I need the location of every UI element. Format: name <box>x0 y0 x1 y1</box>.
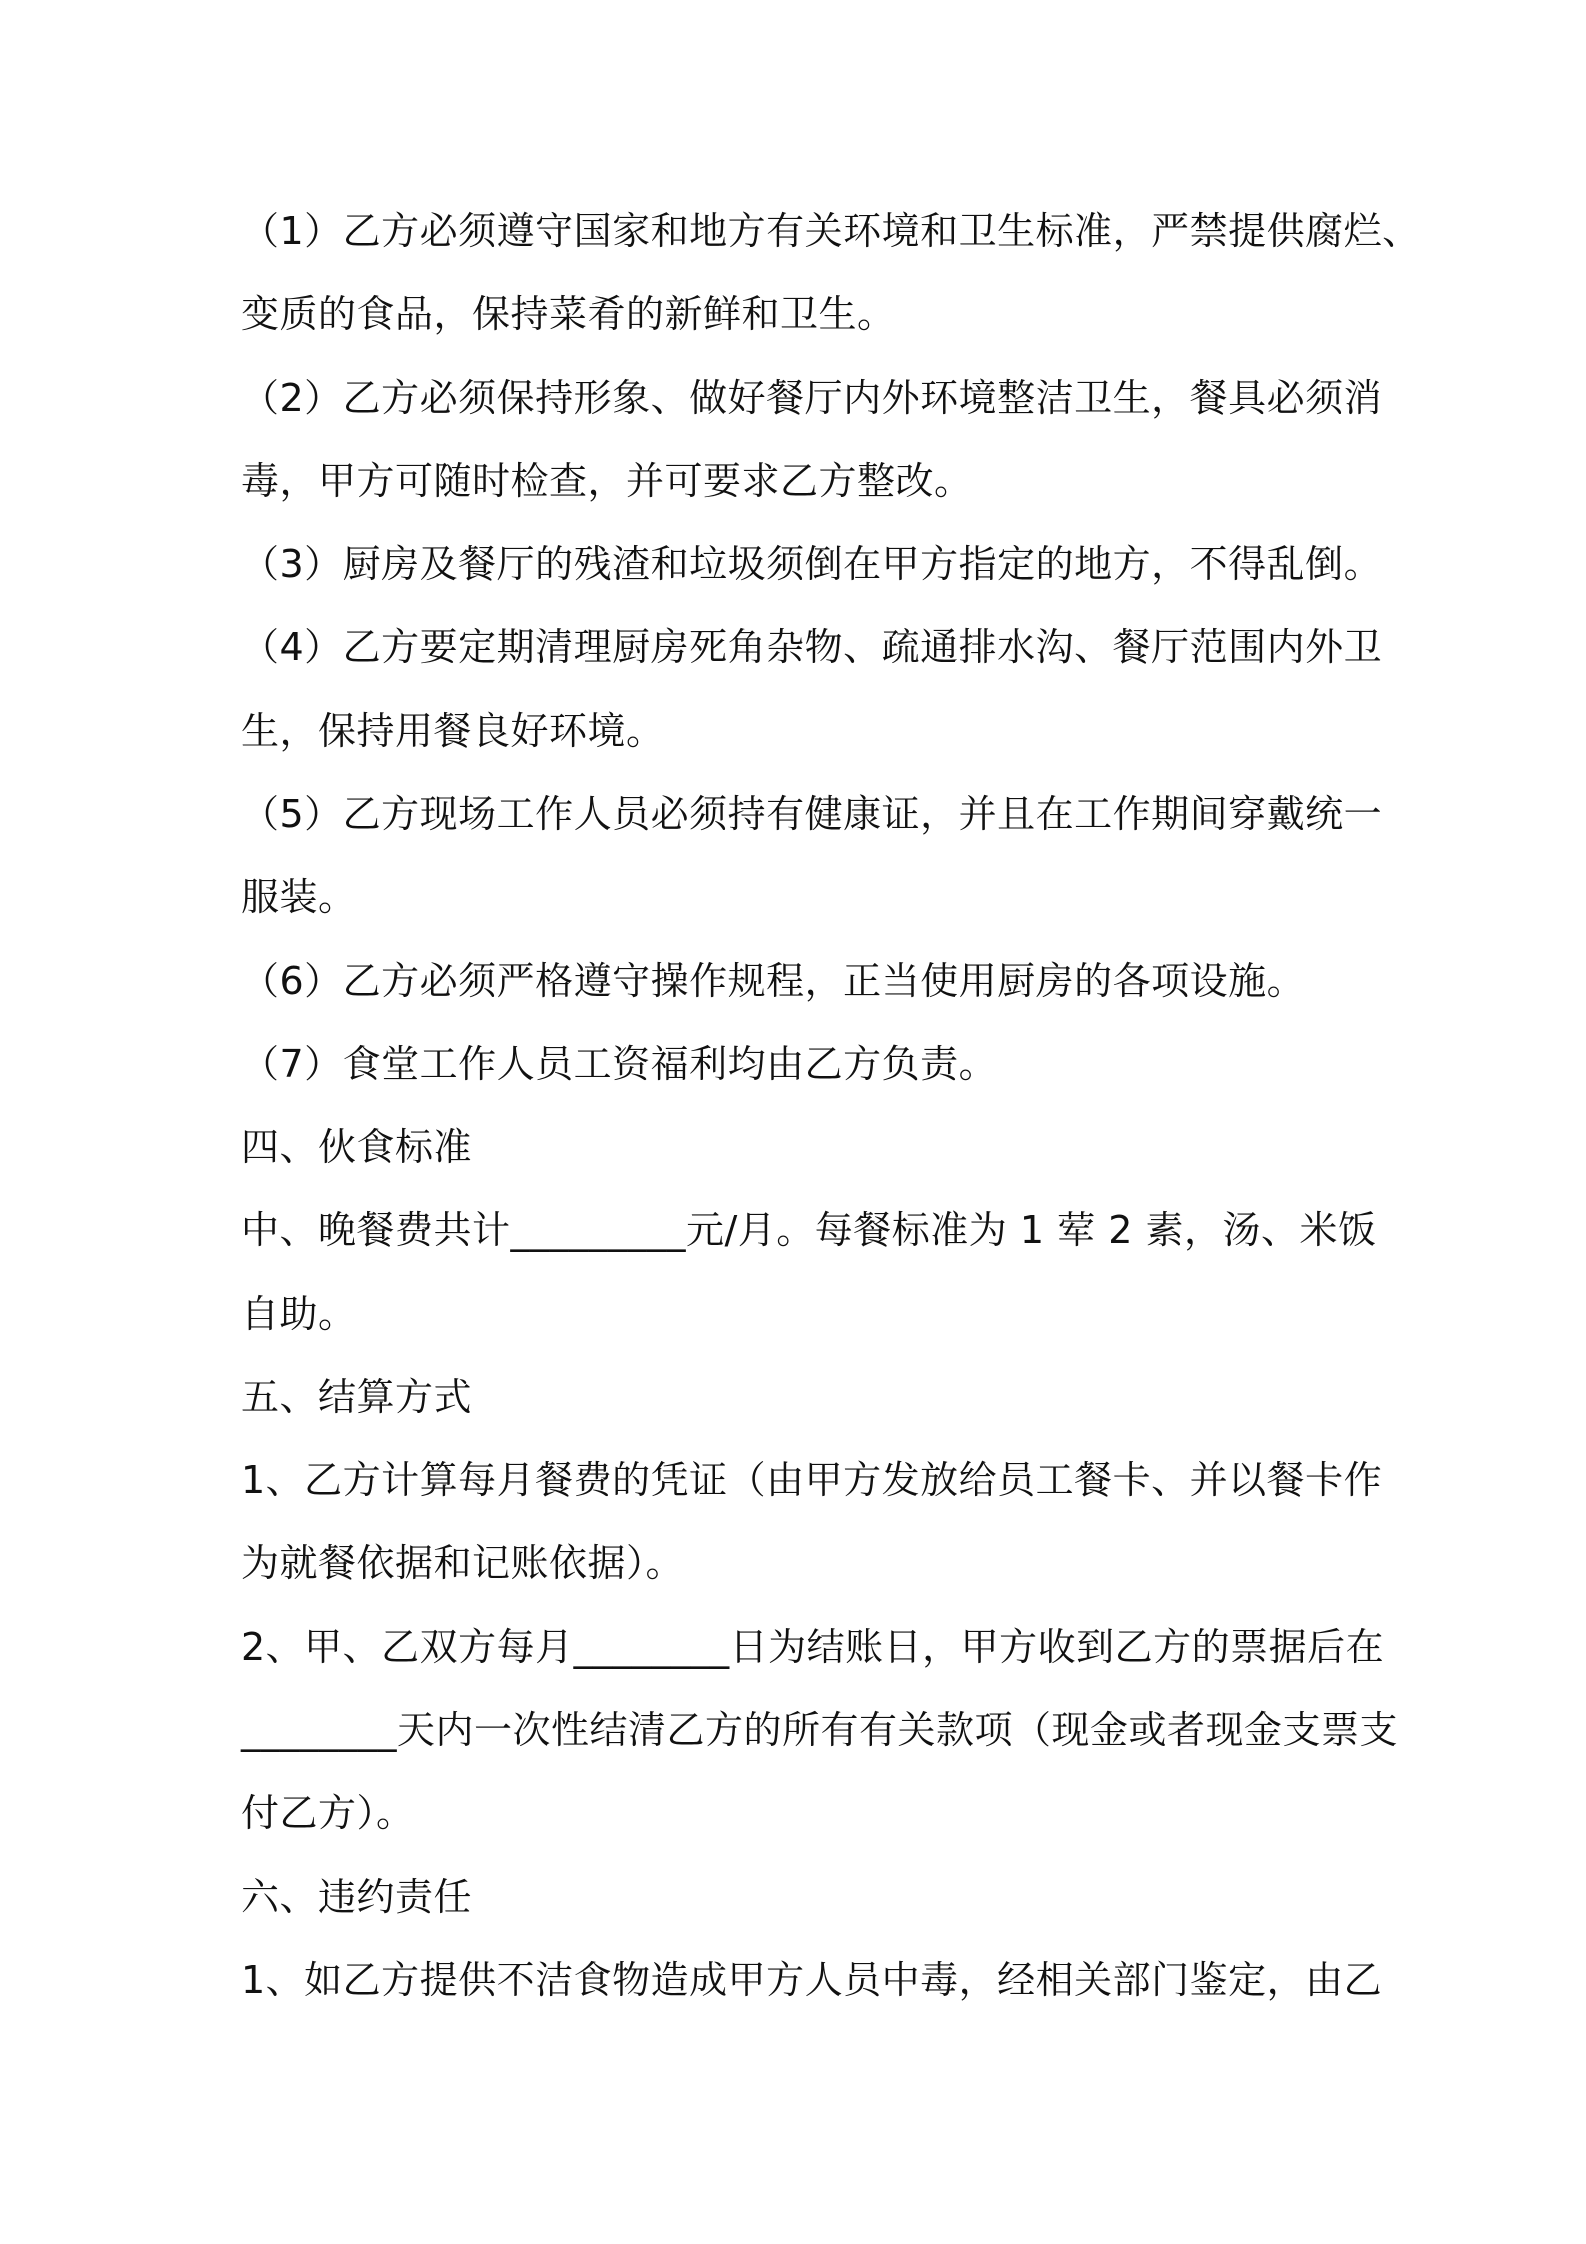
text-line: （1）乙方必须遵守国家和地方有关环境和卫生标准，严禁提供腐烂、 <box>241 209 1421 253</box>
text-line: 1、乙方计算每月餐费的凭证（由甲方发放给员工餐卡、并以餐卡作 <box>241 1458 1383 1502</box>
text-line: 2、甲、乙双方每月________日为结账日，甲方收到乙方的票据后在 <box>241 1625 1385 1669</box>
text-line: 自助。 <box>241 1292 357 1336</box>
text-line: （6）乙方必须严格遵守操作规程，正当使用厨房的各项设施。 <box>241 959 1306 1003</box>
text-line: 为就餐依据和记账依据）。 <box>241 1541 685 1585</box>
text-line: （3）厨房及餐厅的残渣和垃圾须倒在甲方指定的地方，不得乱倒。 <box>241 542 1383 586</box>
section-heading: 六、违约责任 <box>241 1875 473 1919</box>
text-line: （5）乙方现场工作人员必须持有健康证，并且在工作期间穿戴统一 <box>241 792 1383 836</box>
text-line: 服装。 <box>241 875 357 919</box>
text-line: ________天内一次性结清乙方的所有有关款项（现金或者现金支票支 <box>241 1708 1399 1752</box>
text-line: 生，保持用餐良好环境。 <box>241 709 665 753</box>
text-line: （7）食堂工作人员工资福利均由乙方负责。 <box>241 1042 998 1086</box>
text-line: 1、如乙方提供不洁食物造成甲方人员中毒，经相关部门鉴定，由乙 <box>241 1958 1383 2002</box>
text-line: 变质的食品，保持菜肴的新鲜和卫生。 <box>241 292 896 336</box>
text-line: （4）乙方要定期清理厨房死角杂物、疏通排水沟、餐厅范围内外卫 <box>241 625 1383 669</box>
text-line: 付乙方）。 <box>241 1791 415 1835</box>
section-heading: 五、结算方式 <box>241 1375 473 1419</box>
text-line: 中、晚餐费共计_________元/月。每餐标准为 1 荤 2 素，汤、米饭 <box>241 1208 1377 1252</box>
text-line: 毒，甲方可随时检查，并可要求乙方整改。 <box>241 459 973 503</box>
text-line: （2）乙方必须保持形象、做好餐厅内外环境整洁卫生，餐具必须消 <box>241 376 1383 420</box>
section-heading: 四、伙食标准 <box>241 1125 473 1169</box>
